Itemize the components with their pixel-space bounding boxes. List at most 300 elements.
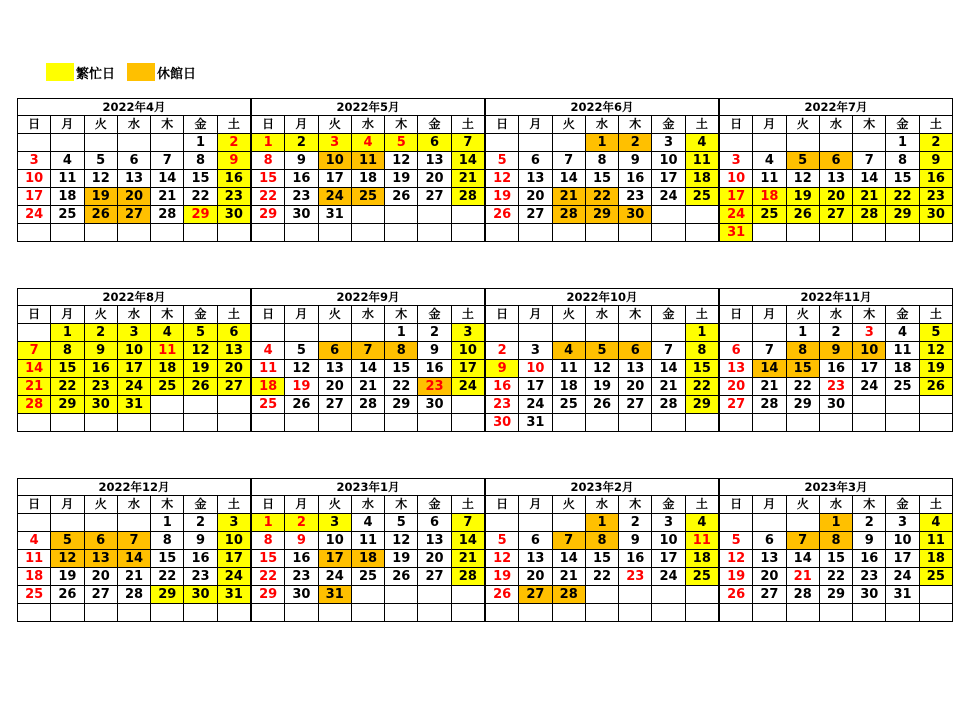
- day-cell: 7: [451, 514, 484, 532]
- week-row: [486, 342, 719, 360]
- empty-cell: [84, 224, 117, 242]
- day-cell: 20: [418, 550, 451, 568]
- weekday-header: 月: [51, 116, 84, 134]
- day-cell: 10: [519, 360, 552, 378]
- month-table: [251, 478, 485, 622]
- week-row: [720, 550, 953, 568]
- weekday-header: 土: [919, 496, 952, 514]
- weekday-header: 火: [84, 306, 117, 324]
- day-cell: 8: [585, 152, 618, 170]
- day-cell: 28: [753, 396, 786, 414]
- empty-cell: [552, 414, 585, 432]
- day-cell: 9: [853, 532, 886, 550]
- day-cell: 18: [886, 360, 919, 378]
- day-cell: 25: [552, 396, 585, 414]
- empty-cell: [184, 396, 217, 414]
- weekday-header: 金: [184, 306, 217, 324]
- day-cell: 18: [351, 170, 384, 188]
- empty-cell: [819, 414, 852, 432]
- day-cell: 5: [184, 324, 217, 342]
- day-cell: 26: [285, 396, 318, 414]
- empty-cell: [585, 414, 618, 432]
- day-cell: 23: [619, 568, 652, 586]
- day-cell: 12: [919, 342, 952, 360]
- weekday-header: 土: [217, 116, 250, 134]
- week-row: [486, 152, 719, 170]
- day-cell: 15: [786, 360, 819, 378]
- week-row: [720, 378, 953, 396]
- day-cell: 17: [652, 170, 685, 188]
- empty-cell: [318, 224, 351, 242]
- day-cell: 31: [117, 396, 150, 414]
- empty-cell: [351, 414, 384, 432]
- day-cell: 6: [819, 152, 852, 170]
- weekday-header: 木: [151, 496, 184, 514]
- empty-cell: [652, 414, 685, 432]
- day-cell: 22: [51, 378, 84, 396]
- weekday-header: 火: [84, 116, 117, 134]
- day-cell: 17: [519, 378, 552, 396]
- weekday-header: 月: [753, 306, 786, 324]
- day-cell: 28: [552, 206, 585, 224]
- month-title: 2023年2月: [486, 479, 719, 496]
- day-cell: 30: [619, 206, 652, 224]
- empty-cell: [552, 224, 585, 242]
- empty-cell: [351, 206, 384, 224]
- day-cell: 25: [351, 568, 384, 586]
- day-cell: 27: [318, 396, 351, 414]
- week-row: [486, 586, 719, 604]
- empty-cell: [285, 604, 318, 622]
- day-cell: 11: [51, 170, 84, 188]
- weekday-header: 木: [853, 306, 886, 324]
- day-cell: 4: [886, 324, 919, 342]
- empty-cell: [351, 324, 384, 342]
- weekday-header: 日: [720, 496, 753, 514]
- weekday-header: 金: [886, 496, 919, 514]
- weekday-header: 月: [285, 496, 318, 514]
- empty-cell: [351, 224, 384, 242]
- empty-cell: [385, 414, 418, 432]
- month-title: 2022年4月: [18, 99, 251, 116]
- week-row: [486, 224, 719, 242]
- day-cell: 3: [318, 134, 351, 152]
- day-cell: 8: [252, 532, 285, 550]
- weekday-header: 火: [786, 496, 819, 514]
- empty-cell: [853, 224, 886, 242]
- empty-cell: [853, 604, 886, 622]
- day-cell: 6: [519, 152, 552, 170]
- day-cell: 20: [217, 360, 250, 378]
- day-cell: 31: [720, 224, 753, 242]
- day-cell: 22: [585, 188, 618, 206]
- day-cell: 23: [84, 378, 117, 396]
- month-title: 2022年7月: [720, 99, 953, 116]
- day-cell: 25: [151, 378, 184, 396]
- day-cell: 8: [151, 532, 184, 550]
- week-row: [18, 532, 251, 550]
- day-cell: 16: [853, 550, 886, 568]
- day-cell: 11: [351, 152, 384, 170]
- week-row: [486, 360, 719, 378]
- day-cell: 7: [117, 532, 150, 550]
- empty-cell: [318, 414, 351, 432]
- day-cell: 8: [51, 342, 84, 360]
- week-row: [252, 514, 485, 532]
- day-cell: 8: [819, 532, 852, 550]
- day-cell: 1: [585, 514, 618, 532]
- week-row: [252, 206, 485, 224]
- empty-cell: [51, 134, 84, 152]
- day-cell: 6: [753, 532, 786, 550]
- day-cell: 13: [84, 550, 117, 568]
- day-cell: 24: [886, 568, 919, 586]
- weekday-header: 木: [853, 116, 886, 134]
- day-cell: 1: [685, 324, 718, 342]
- empty-cell: [385, 604, 418, 622]
- empty-cell: [519, 514, 552, 532]
- day-cell: 19: [385, 550, 418, 568]
- day-cell: 24: [652, 568, 685, 586]
- day-cell: 1: [252, 134, 285, 152]
- day-cell: 14: [117, 550, 150, 568]
- day-cell: 12: [285, 360, 318, 378]
- day-cell: 30: [819, 396, 852, 414]
- day-cell: 17: [318, 550, 351, 568]
- day-cell: 28: [451, 568, 484, 586]
- day-cell: 12: [385, 152, 418, 170]
- day-cell: 9: [819, 342, 852, 360]
- day-cell: 9: [418, 342, 451, 360]
- weekday-header: 火: [786, 116, 819, 134]
- week-row: [18, 550, 251, 568]
- month-title: 2022年10月: [486, 289, 719, 306]
- weekday-header: 月: [519, 496, 552, 514]
- day-cell: 15: [585, 550, 618, 568]
- day-cell: 27: [720, 396, 753, 414]
- day-cell: 24: [451, 378, 484, 396]
- day-cell: 12: [184, 342, 217, 360]
- day-cell: 2: [285, 134, 318, 152]
- day-cell: 6: [720, 342, 753, 360]
- empty-cell: [919, 224, 952, 242]
- week-row: [486, 568, 719, 586]
- day-cell: 8: [585, 532, 618, 550]
- weekday-header: 土: [685, 306, 718, 324]
- empty-cell: [285, 414, 318, 432]
- month-title: 2022年6月: [486, 99, 719, 116]
- day-cell: 30: [486, 414, 519, 432]
- empty-cell: [652, 586, 685, 604]
- day-cell: 23: [919, 188, 952, 206]
- day-cell: 15: [819, 550, 852, 568]
- empty-cell: [853, 414, 886, 432]
- day-cell: 17: [720, 188, 753, 206]
- day-cell: 5: [486, 152, 519, 170]
- day-cell: 30: [217, 206, 250, 224]
- day-cell: 4: [51, 152, 84, 170]
- day-cell: 31: [886, 586, 919, 604]
- week-row: [18, 170, 251, 188]
- empty-cell: [117, 224, 150, 242]
- empty-cell: [18, 134, 51, 152]
- empty-cell: [685, 206, 718, 224]
- day-cell: 1: [786, 324, 819, 342]
- day-cell: 31: [318, 206, 351, 224]
- day-cell: 10: [652, 532, 685, 550]
- week-row: [720, 514, 953, 532]
- weekday-header: 木: [385, 306, 418, 324]
- weekday-header: 水: [819, 496, 852, 514]
- weekday-header: 木: [619, 306, 652, 324]
- empty-cell: [418, 206, 451, 224]
- empty-cell: [385, 224, 418, 242]
- day-cell: 28: [18, 396, 51, 414]
- day-cell: 17: [318, 170, 351, 188]
- empty-cell: [753, 414, 786, 432]
- weekday-header: 金: [652, 496, 685, 514]
- day-cell: 7: [552, 152, 585, 170]
- empty-cell: [486, 604, 519, 622]
- day-cell: 2: [84, 324, 117, 342]
- day-cell: 13: [318, 360, 351, 378]
- weekday-header: 水: [117, 496, 150, 514]
- day-cell: 7: [151, 152, 184, 170]
- day-cell: 2: [819, 324, 852, 342]
- day-cell: 19: [919, 360, 952, 378]
- day-cell: 13: [117, 170, 150, 188]
- weekday-header: 水: [351, 116, 384, 134]
- empty-cell: [184, 224, 217, 242]
- day-cell: 22: [819, 568, 852, 586]
- day-cell: 29: [819, 586, 852, 604]
- week-row: [252, 360, 485, 378]
- day-cell: 22: [886, 188, 919, 206]
- day-cell: 14: [652, 360, 685, 378]
- weekday-header: 水: [819, 306, 852, 324]
- empty-cell: [117, 414, 150, 432]
- week-row: [486, 324, 719, 342]
- week-row: [252, 324, 485, 342]
- day-cell: 9: [285, 532, 318, 550]
- day-cell: 24: [318, 568, 351, 586]
- day-cell: 22: [786, 378, 819, 396]
- week-row: [18, 188, 251, 206]
- month-table: [485, 98, 719, 242]
- week-row: [720, 206, 953, 224]
- week-row: [18, 414, 251, 432]
- day-cell: 9: [184, 532, 217, 550]
- weekday-header: 金: [184, 496, 217, 514]
- empty-cell: [151, 224, 184, 242]
- day-cell: 11: [351, 532, 384, 550]
- day-cell: 21: [552, 568, 585, 586]
- week-row: [252, 188, 485, 206]
- empty-cell: [685, 604, 718, 622]
- day-cell: 1: [886, 134, 919, 152]
- day-cell: 11: [685, 532, 718, 550]
- empty-cell: [84, 604, 117, 622]
- day-cell: 26: [486, 586, 519, 604]
- day-cell: 31: [519, 414, 552, 432]
- day-cell: 20: [519, 188, 552, 206]
- weekday-header: 日: [486, 496, 519, 514]
- day-cell: 12: [486, 170, 519, 188]
- day-cell: 4: [685, 134, 718, 152]
- weekday-header: 土: [451, 116, 484, 134]
- day-cell: 22: [385, 378, 418, 396]
- day-cell: 19: [184, 360, 217, 378]
- empty-cell: [418, 414, 451, 432]
- weekday-header: 火: [552, 306, 585, 324]
- week-row: [720, 396, 953, 414]
- week-row: [720, 134, 953, 152]
- weekday-header: 金: [886, 306, 919, 324]
- day-cell: 17: [18, 188, 51, 206]
- day-cell: 18: [351, 550, 384, 568]
- day-cell: 12: [51, 550, 84, 568]
- day-cell: 20: [318, 378, 351, 396]
- week-row: [18, 514, 251, 532]
- day-cell: 11: [685, 152, 718, 170]
- day-cell: 6: [519, 532, 552, 550]
- day-cell: 3: [117, 324, 150, 342]
- weekday-header: 木: [385, 496, 418, 514]
- empty-cell: [619, 224, 652, 242]
- empty-cell: [819, 604, 852, 622]
- day-cell: 30: [285, 206, 318, 224]
- day-cell: 19: [720, 568, 753, 586]
- day-cell: 28: [652, 396, 685, 414]
- week-row: [252, 134, 485, 152]
- month-title: 2022年5月: [252, 99, 485, 116]
- empty-cell: [252, 414, 285, 432]
- weekday-header: 木: [385, 116, 418, 134]
- month-calendar: [485, 288, 719, 432]
- weekday-header: 月: [51, 496, 84, 514]
- day-cell: 7: [786, 532, 819, 550]
- empty-cell: [685, 224, 718, 242]
- empty-cell: [720, 134, 753, 152]
- weekday-header: 土: [451, 306, 484, 324]
- empty-cell: [51, 224, 84, 242]
- day-cell: 15: [252, 550, 285, 568]
- day-cell: 21: [853, 188, 886, 206]
- day-cell: 24: [318, 188, 351, 206]
- day-cell: 29: [685, 396, 718, 414]
- empty-cell: [84, 514, 117, 532]
- empty-cell: [351, 586, 384, 604]
- day-cell: 17: [652, 550, 685, 568]
- day-cell: 17: [117, 360, 150, 378]
- weekday-header: 月: [285, 116, 318, 134]
- empty-cell: [720, 514, 753, 532]
- day-cell: 10: [886, 532, 919, 550]
- empty-cell: [486, 324, 519, 342]
- month-table: [719, 98, 953, 242]
- day-cell: 15: [184, 170, 217, 188]
- empty-cell: [418, 224, 451, 242]
- week-row: [18, 324, 251, 342]
- empty-cell: [519, 224, 552, 242]
- day-cell: 16: [285, 170, 318, 188]
- day-cell: 10: [720, 170, 753, 188]
- week-row: [720, 414, 953, 432]
- week-row: [18, 152, 251, 170]
- empty-cell: [217, 224, 250, 242]
- day-cell: 19: [486, 188, 519, 206]
- empty-cell: [51, 414, 84, 432]
- empty-cell: [819, 134, 852, 152]
- day-cell: 24: [18, 206, 51, 224]
- empty-cell: [285, 224, 318, 242]
- day-cell: 29: [886, 206, 919, 224]
- weekday-header: 土: [451, 496, 484, 514]
- day-cell: 13: [418, 532, 451, 550]
- day-cell: 18: [919, 550, 952, 568]
- day-cell: 16: [217, 170, 250, 188]
- week-row: [720, 532, 953, 550]
- day-cell: 19: [585, 378, 618, 396]
- day-cell: 25: [753, 206, 786, 224]
- weekday-header: 水: [819, 116, 852, 134]
- day-cell: 6: [84, 532, 117, 550]
- day-cell: 7: [351, 342, 384, 360]
- empty-cell: [151, 134, 184, 152]
- empty-cell: [753, 224, 786, 242]
- empty-cell: [585, 224, 618, 242]
- day-cell: 26: [486, 206, 519, 224]
- day-cell: 13: [519, 550, 552, 568]
- day-cell: 13: [753, 550, 786, 568]
- empty-cell: [886, 224, 919, 242]
- week-row: [252, 152, 485, 170]
- day-cell: 8: [385, 342, 418, 360]
- day-cell: 8: [786, 342, 819, 360]
- day-cell: 21: [753, 378, 786, 396]
- day-cell: 2: [418, 324, 451, 342]
- empty-cell: [486, 134, 519, 152]
- day-cell: 27: [117, 206, 150, 224]
- legend-label-closed: 休館日: [157, 66, 197, 82]
- day-cell: 20: [84, 568, 117, 586]
- day-cell: 16: [84, 360, 117, 378]
- weekday-header: 水: [351, 306, 384, 324]
- empty-cell: [418, 586, 451, 604]
- empty-cell: [786, 514, 819, 532]
- empty-cell: [585, 324, 618, 342]
- empty-cell: [18, 324, 51, 342]
- day-cell: 20: [753, 568, 786, 586]
- day-cell: 29: [385, 396, 418, 414]
- day-cell: 18: [51, 188, 84, 206]
- day-cell: 13: [418, 152, 451, 170]
- day-cell: 28: [786, 586, 819, 604]
- week-row: [18, 206, 251, 224]
- day-cell: 5: [285, 342, 318, 360]
- week-row: [486, 532, 719, 550]
- day-cell: 8: [252, 152, 285, 170]
- day-cell: 5: [486, 532, 519, 550]
- empty-cell: [486, 224, 519, 242]
- day-cell: 12: [786, 170, 819, 188]
- month-table: [17, 478, 251, 622]
- day-cell: 26: [51, 586, 84, 604]
- day-cell: 19: [51, 568, 84, 586]
- weekday-header: 金: [886, 116, 919, 134]
- empty-cell: [451, 224, 484, 242]
- day-cell: 3: [886, 514, 919, 532]
